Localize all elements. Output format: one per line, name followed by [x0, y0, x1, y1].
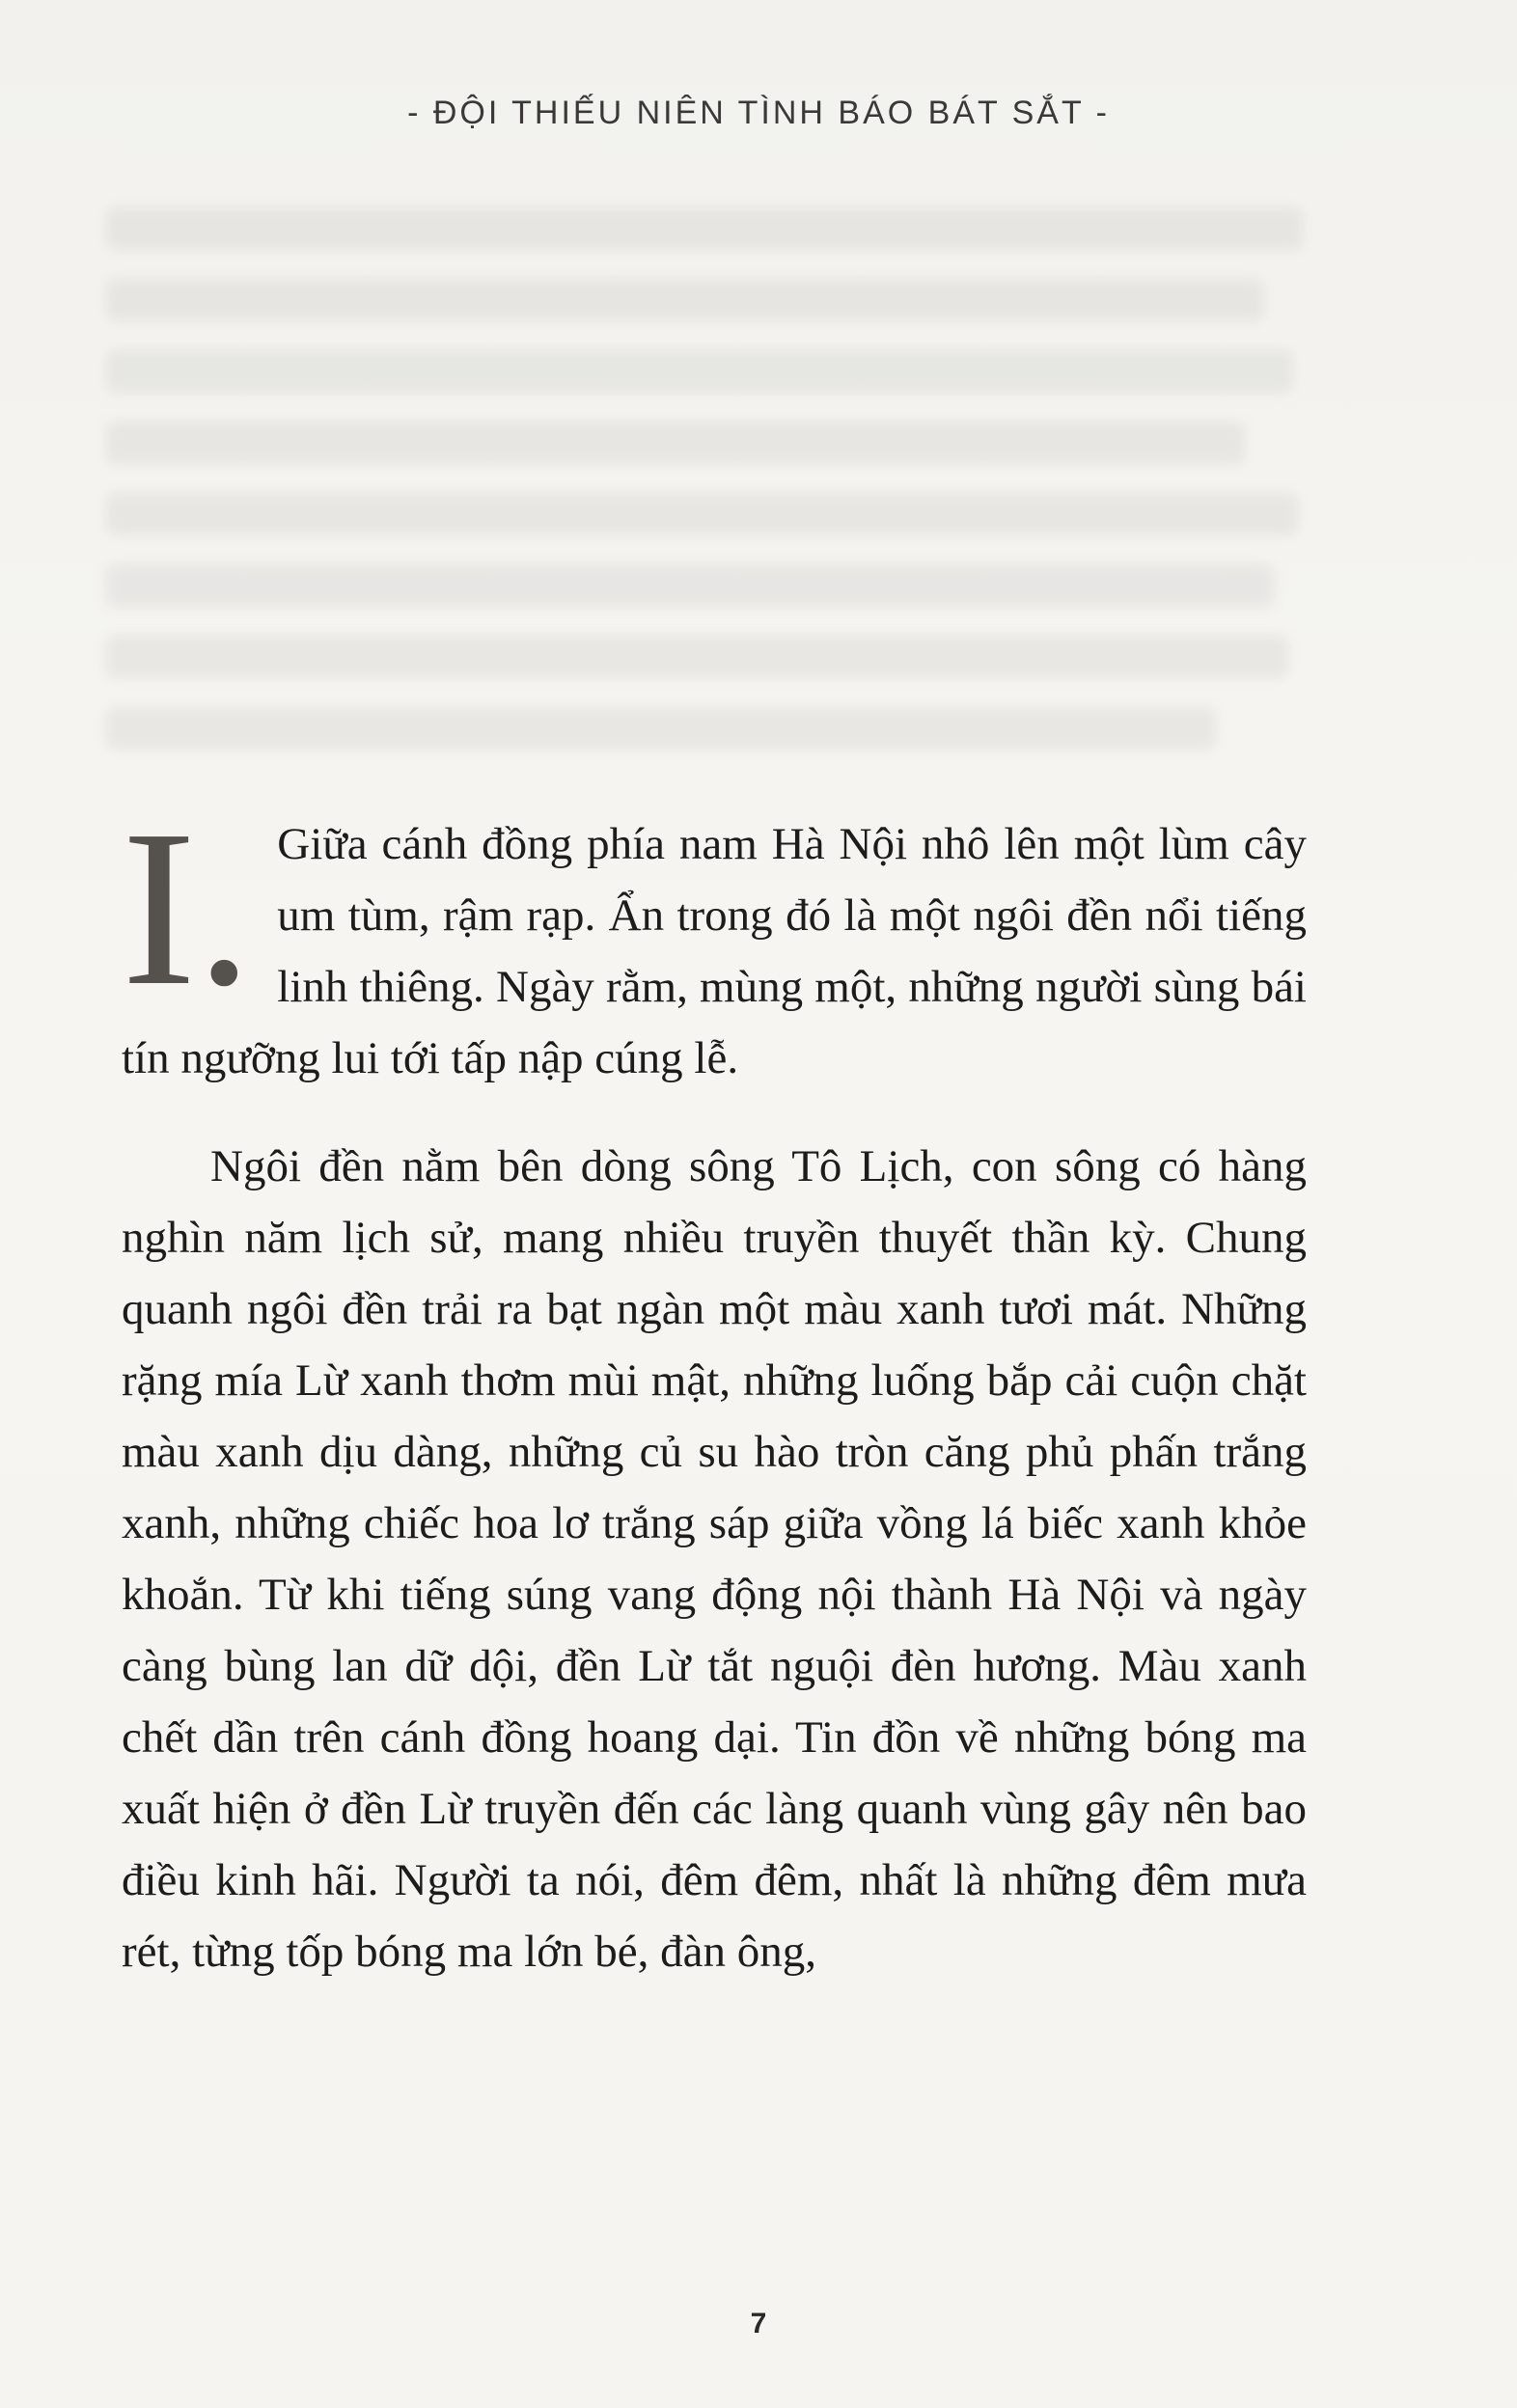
running-header: - ĐỘI THIẾU NIÊN TÌNH BÁO BÁT SẮT -	[407, 95, 1110, 131]
paragraph-2-text: Ngôi đền nằm bên dòng sông Tô Lịch, con sông có hàng nghìn năm lịch sử, mang nhiều truyền thuyết thần kỳ. Chung quanh ngôi đền trải ra bạt ngàn một màu xanh tươi mát. Những rặng mía Lừ xanh thơm mùi mật, những luống bắp cải cuộn chặt màu xanh dịu dàng, những củ su hào tròn căng phủ phấn trắng xanh, những chiếc hoa lơ trắng sáp giữa vồng lá biếc xanh khỏe khoắn. Từ khi tiếng súng vang động nội thành Hà Nội và ngày càng bùng lan dữ dội, đền Lừ tắt nguội đèn hương. Màu xanh chết dần trên cánh đồng hoang dại. Tin đồn về những bóng ma xuất hiện ở đền Lừ truyền đến các làng quanh vùng gây nên bao điều kinh hãi. Người ta nói, đêm đêm, nhất là những đêm mưa rét, từng tốp bóng ma lớn bé, đàn ông,	[122, 1141, 1307, 1977]
show-through-text	[106, 207, 1312, 786]
page-number: 7	[750, 2308, 767, 2340]
body-text	[122, 784, 1307, 1987]
paragraph-1-text: Giữa cánh đồng phía nam Hà Nội nhô lên một lùm cây um tùm, rậm rạp. Ẩn trong đó là một ngôi đền nổi tiếng linh thiêng. Ngày rằm, mùng một, những người sùng bái tín ngưỡng lui tới tấp nập cúng lễ.	[122, 819, 1307, 1083]
drop-cap: I.	[122, 784, 253, 1032]
paragraph-2	[122, 1131, 1307, 1987]
paragraph-1	[122, 784, 1307, 1094]
